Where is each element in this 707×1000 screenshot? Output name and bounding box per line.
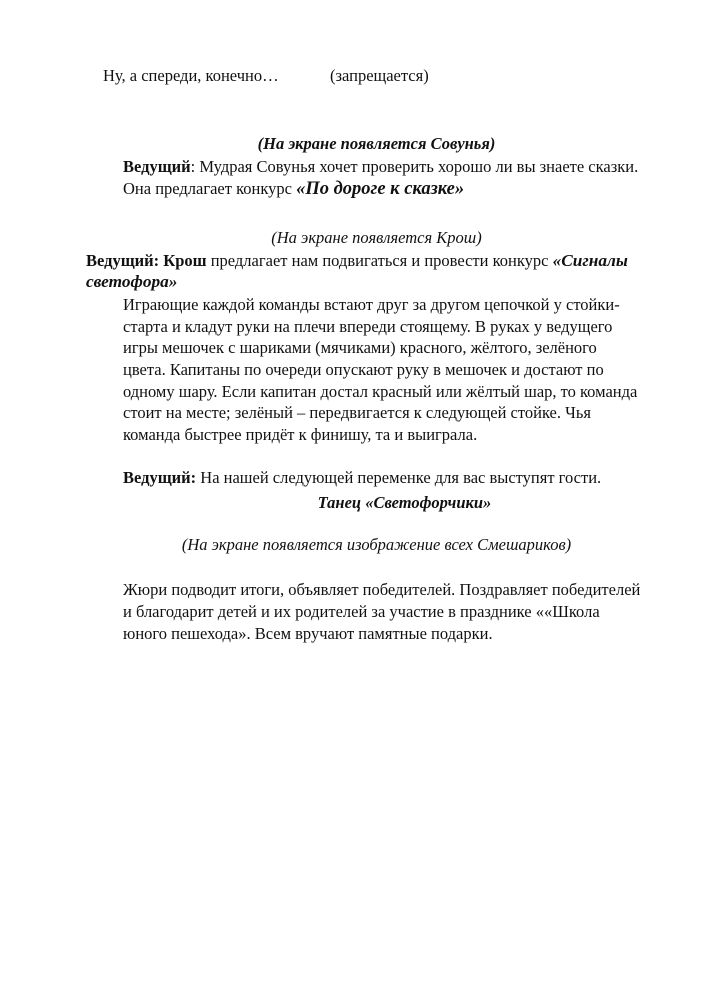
host-line-krosh <box>86 250 628 272</box>
game-rules-line: стоит на месте; зелёный – передвигается к следующей стойке. Чья <box>123 403 591 422</box>
contest-title-signaly-1: «Сигналы <box>552 251 628 270</box>
finale-line: и благодарит детей и их родителей за участие в празднике ««Школа <box>123 602 600 621</box>
speaker-label: Ведущий: <box>123 468 197 487</box>
stage-direction-krosh: (На экране появляется Крош) <box>271 228 482 247</box>
speaker-label: Ведущий: Крош <box>86 251 207 270</box>
game-rules-line: игры мешочек с шариками (мячиками) красного, жёлтого, зелёного <box>123 338 597 357</box>
speaker-label: Ведущий <box>123 157 191 176</box>
speaker-text: : Мудрая Совунья хочет проверить хорошо ли вы знаете сказки. <box>190 157 639 176</box>
finale-line: юного пешехода». Всем вручают памятные подарки. <box>123 624 493 643</box>
dance-title: Танец «Светофорчики» <box>317 493 492 512</box>
front-line-left: Ну, а спереди, конечно… <box>103 66 279 85</box>
stage-direction-sovunya: (На экране появляется Совунья) <box>257 134 496 153</box>
game-rules-line: команда быстрее придёт к финишу, та и выиграла. <box>123 425 478 444</box>
speaker-text: предлагает нам подвигаться и провести конкурс <box>206 251 553 270</box>
host-line-guests <box>123 467 601 489</box>
front-line <box>103 65 623 87</box>
host-line-sovunya-2 <box>123 178 464 200</box>
speaker-text: Она предлагает конкурс <box>123 179 297 198</box>
game-rules-line: цвета. Капитаны по очереди опускают руку в мешочек и достают по <box>123 360 604 379</box>
game-rules-line: Играющие каждой команды встают друг за другом цепочкой у стойки- <box>123 295 620 314</box>
stage-direction-smeshariki: (На экране появляется изображение всех Смешариков) <box>181 535 572 554</box>
contest-title-skazka: «По дороге к сказке» <box>296 179 465 199</box>
front-line-right: (запрещается) <box>330 66 429 85</box>
game-rules-line: одному шару. Если капитан достал красный или жёлтый шар, то команда <box>123 382 638 401</box>
game-rules-line: старта и кладут руки на плечи впереди стоящему. В руках у ведущего <box>123 317 613 336</box>
finale-line: Жюри подводит итоги, объявляет победителей. Поздравляет победителей <box>123 580 641 599</box>
speaker-text: На нашей следующей переменке для вас выступят гости. <box>196 468 602 487</box>
contest-title-signaly-2: светофора» <box>86 272 178 291</box>
host-line-sovunya <box>123 156 638 178</box>
